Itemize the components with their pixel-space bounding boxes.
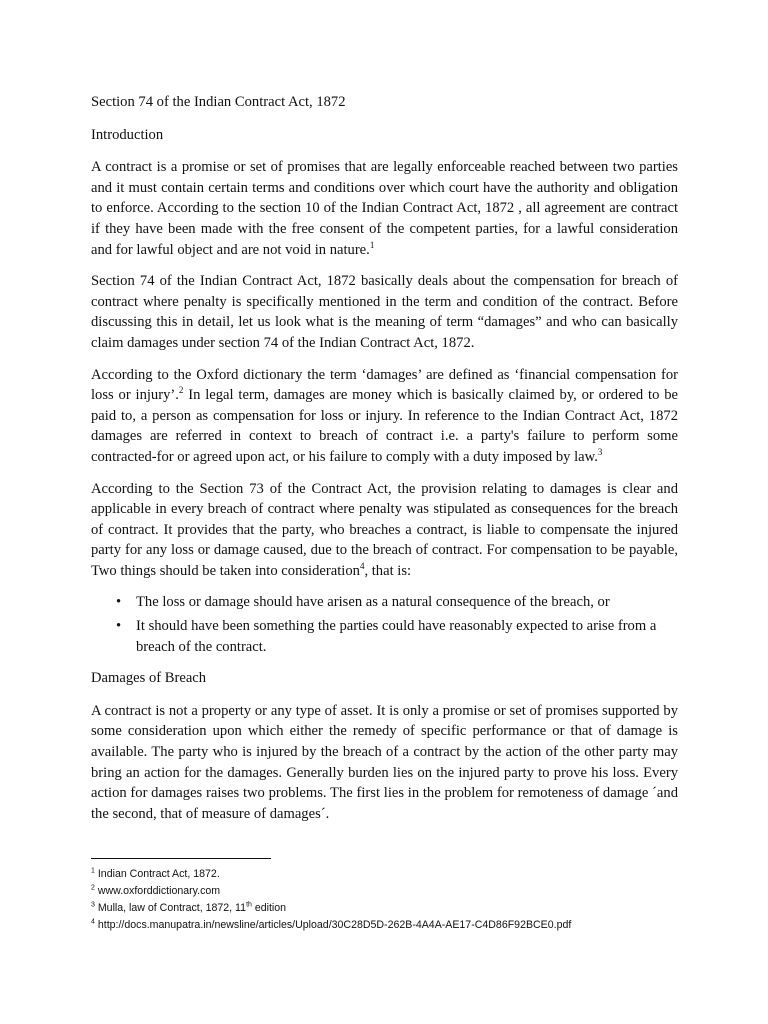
footnote-4 bbox=[91, 917, 691, 934]
footnote-number: 3 bbox=[91, 901, 95, 909]
footnote-text: edition bbox=[251, 902, 287, 914]
consideration-list bbox=[91, 592, 678, 657]
paragraph-damages-of-breach: A contract is not a property or any type of asset. It is only a promise or set of promises supported by some consideration upon which either the remedy of specific performance or that of damage is available. The party who is injured by the breach of a contract by the action of the other party may bring an action for the damages. Generally burden lies on the injured party to prove his loss. Every action for damages raises two problems. The first lies in the problem for remoteness of damage ´and the second, that of measure of damages´. bbox=[91, 702, 678, 822]
footnote-link[interactable]: http://docs.manupatra.in/newsline/articles/Upload/30C28D5D-262B-4A4A-AE17-C4D86F92BCE0.pdf bbox=[97, 919, 572, 931]
footnote-text: Mulla, law of Contract, 1872, 11 bbox=[97, 902, 247, 914]
damages-of-breach-heading: Damages of Breach bbox=[91, 670, 207, 687]
footnote-ref-1[interactable]: 1 bbox=[369, 239, 375, 250]
footnote-ref-3[interactable]: 3 bbox=[597, 447, 603, 458]
footnote-separator bbox=[91, 858, 271, 859]
footnote-superscript: th bbox=[246, 901, 252, 909]
footnote-link[interactable]: www.oxforddictionary.com bbox=[97, 885, 221, 897]
paragraph-section-74: Section 74 of the Indian Contract Act, 1872 basically deals about the compensation for breach of contract where penalty is specifically mentioned in the term and condition of the contract. Before discussing this in detail, let us look what is the meaning of term “damages” and who can basically claim damages under section 74 of the Indian Contract Act, 1872. bbox=[91, 273, 678, 351]
footnote-ref-2[interactable]: 2 bbox=[178, 385, 184, 396]
paragraph-text: In legal term, damages are money which is basically claimed by, or ordered to be paid to, a person as compensation for loss or injury. In reference to the Indian Contract Act, 1872 damages are referred in context to breach of contract i.e. a party's failure to perform some contracted-for or agreed upon act, or his failure to comply with a duty imposed by law. bbox=[91, 387, 678, 465]
footnote-number: 2 bbox=[91, 884, 95, 892]
document-title: Section 74 of the Indian Contract Act, 1872 bbox=[91, 94, 346, 110]
paragraph-contract-definition bbox=[91, 157, 678, 260]
list-item-text: The loss or damage should have arisen as a natural consequence of the breach, or bbox=[136, 594, 610, 611]
footnote-2 bbox=[91, 883, 691, 900]
bullet-icon: • bbox=[116, 618, 122, 635]
footnote-ref-4[interactable]: 4 bbox=[359, 561, 365, 572]
list-item bbox=[91, 592, 678, 613]
paragraph-text: , that is: bbox=[364, 562, 412, 579]
paragraph-text: According to the Section 73 of the Contract Act, the provision relating to damages is clear and applicable in every breach of contract where penalty was stipulated as consequences for the breach of contract. It provides that the party, who breaches a contract, is liable to compensate the injured party for any loss or damage caused, due to the breach of contract. For compensation to be payable, Two things should be taken into consideration bbox=[91, 480, 678, 579]
paragraph-text: According to the Oxford dictionary the term ‘damages’ are defined as ‘financial compensation for loss or injury’. bbox=[91, 366, 678, 404]
footnote-text: Indian Contract Act, 1872. bbox=[97, 868, 220, 880]
footnote-number: 4 bbox=[91, 918, 95, 926]
footnote-3 bbox=[91, 900, 691, 917]
paragraph-damages-meaning bbox=[91, 365, 678, 468]
footnote-number: 1 bbox=[91, 867, 95, 875]
paragraph-section-73 bbox=[91, 479, 678, 582]
list-item bbox=[91, 616, 678, 657]
paragraph-text: A contract is a promise or set of promises that are legally enforceable reached between two parties and it must contain certain terms and conditions over which court have the authority and obligation to enforce. According to the section 10 of the Indian Contract Act, 1872 , all agreement are contract if they have been made with the free consent of the competent parties, for a lawful consideration and for lawful object and are not void in nature. bbox=[91, 159, 678, 258]
list-item-text: It should have been something the parties could have reasonably expected to arise from a breach of the contract. bbox=[136, 618, 657, 655]
footnotes bbox=[91, 866, 691, 934]
footnote-1 bbox=[91, 866, 691, 883]
bullet-icon: • bbox=[116, 594, 122, 611]
introduction-heading: Introduction bbox=[91, 126, 164, 143]
